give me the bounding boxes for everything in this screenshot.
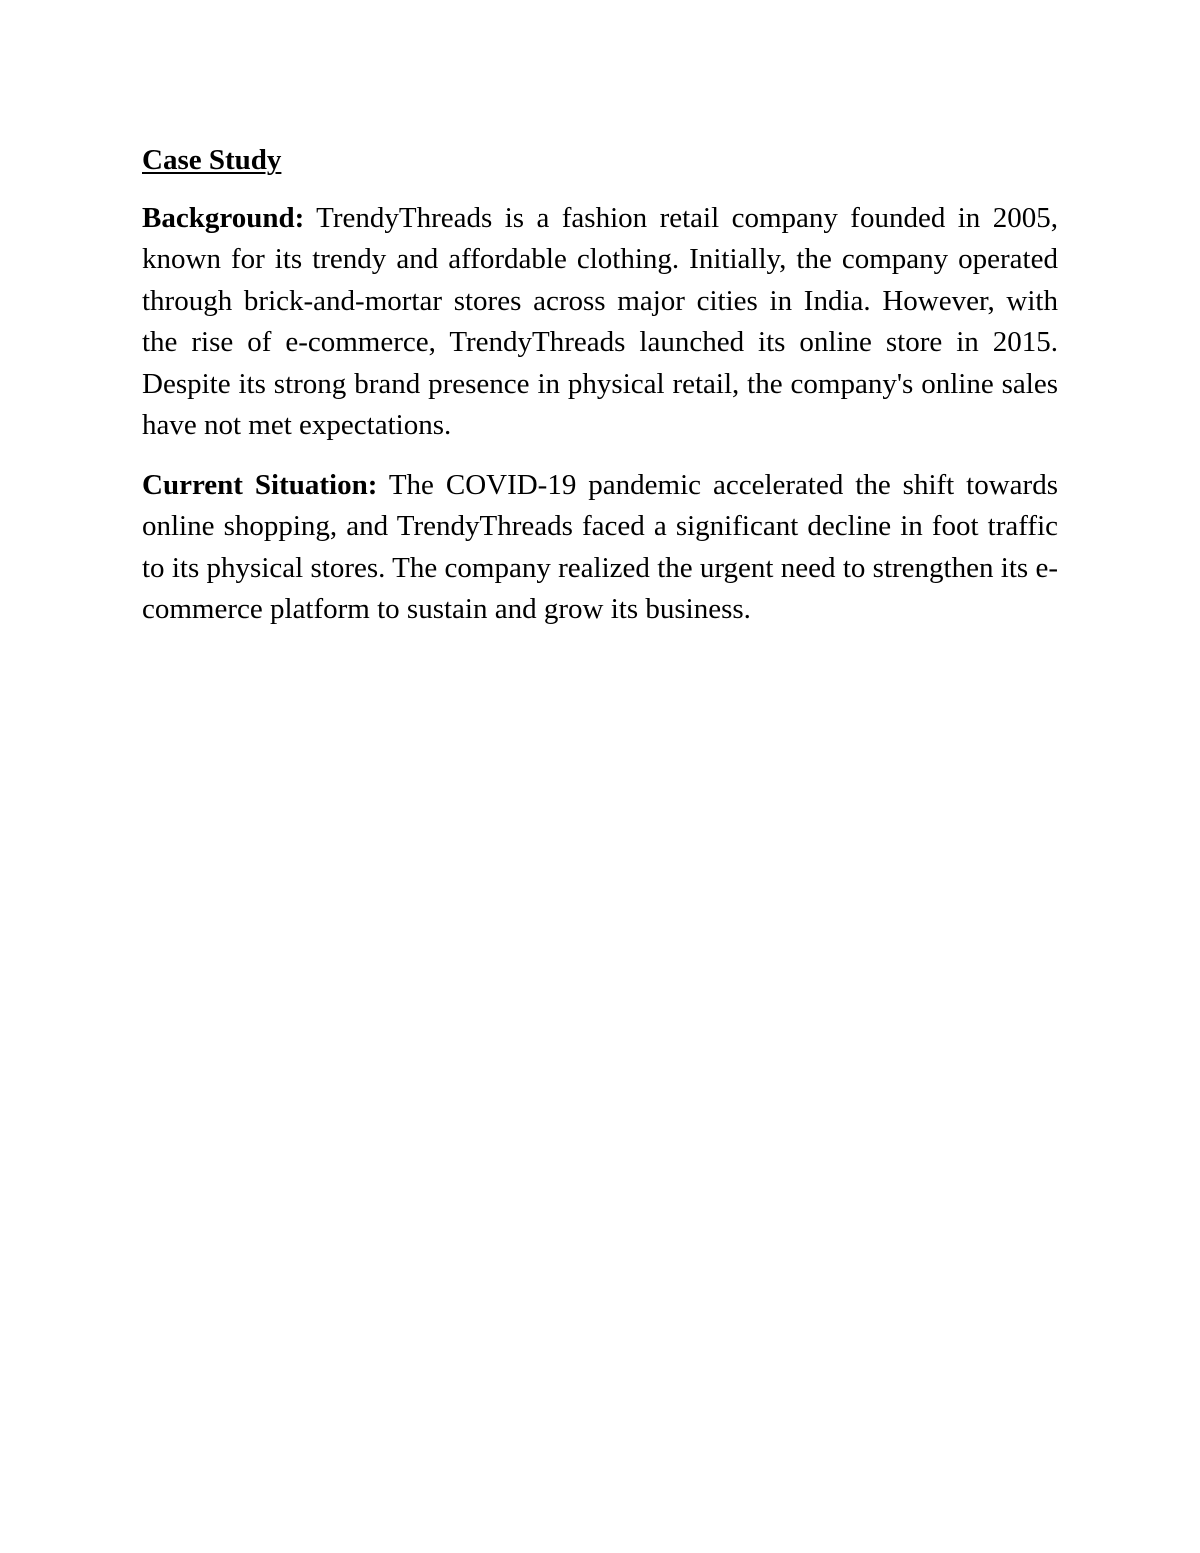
document-title: Case Study [142, 144, 282, 176]
background-label: Background: [142, 201, 305, 234]
current-situation-text: The COVID-19 pandemic accelerated the shift towards online shopping, and TrendyThreads faced a significant decline in foot traffic to its physical stores. The company realized the urgent need to strengthen its e-commerce platform to sustain and grow its business. [142, 468, 1058, 625]
background-paragraph [142, 198, 1058, 447]
background-text: TrendyThreads is a fashion retail company founded in 2005, known for its trendy and affordable clothing. Initially, the company operated through brick-and-mortar stores across major cities in India. However, with the rise of e-commerce, TrendyThreads launched its online store in 2015. Despite its strong brand presence in physical retail, the company's online sales have not met expectations. [142, 201, 1058, 441]
document-body [142, 140, 1058, 649]
current-situation-label: Current Situation: [142, 468, 378, 501]
current-situation-paragraph [142, 465, 1058, 631]
